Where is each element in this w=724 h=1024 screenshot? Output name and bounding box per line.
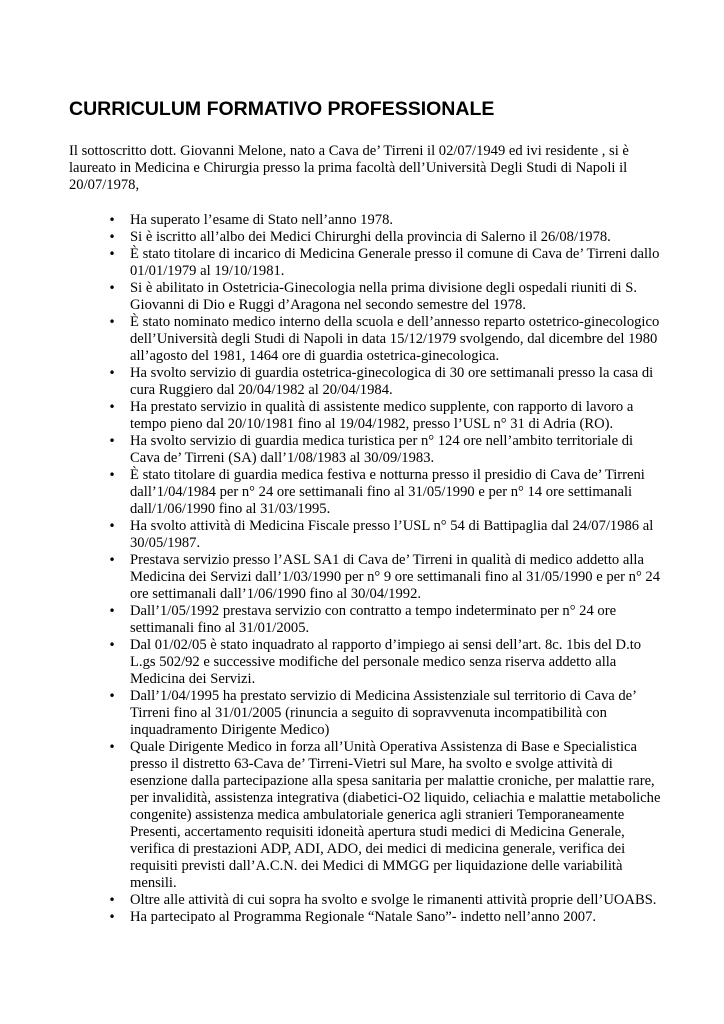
- list-item: [108, 552, 663, 603]
- list-item: [108, 399, 663, 433]
- list-item: [108, 433, 663, 467]
- bullet-icon: •: [108, 434, 116, 448]
- bullet-icon: •: [108, 893, 116, 907]
- list-item: [108, 518, 663, 552]
- list-item: [108, 246, 663, 280]
- list-item-text: Si è iscritto all’albo dei Medici Chirurghi della provincia di Salerno il 26/08/1978.: [130, 229, 611, 245]
- list-item: [108, 909, 663, 926]
- bullet-icon: •: [108, 366, 116, 380]
- career-list: [108, 212, 663, 926]
- list-item-text: È stato nominato medico interno della scuola e dell’annesso reparto ostetrico-ginecologico dell’Università degli Studi di Napoli in data 15/12/1979 svolgendo, dal dicembre del 1980 all’agosto del 1981, 1464 ore di guardia ostetrica-ginecologica.: [130, 314, 660, 364]
- list-item: [108, 603, 663, 637]
- list-item: [108, 212, 663, 229]
- list-item-text: Dall’1/04/1995 ha prestato servizio di Medicina Assistenziale sul territorio di Cava de’ Tirreni fino al 31/01/2005 (rinuncia a seguito di sopravvenuta incompatibilità con inquadramento Dirigente Medico): [130, 688, 636, 738]
- list-item: [108, 467, 663, 518]
- list-item: [108, 892, 663, 909]
- bullet-icon: •: [108, 604, 116, 618]
- list-item-text: Ha svolto attività di Medicina Fiscale presso l’USL n° 54 di Battipaglia dal 24/07/1986 al 30/05/1987.: [130, 518, 654, 551]
- list-item: [108, 314, 663, 365]
- bullet-icon: •: [108, 519, 116, 533]
- list-item-text: Dal 01/02/05 è stato inquadrato al rapporto d’impiego ai sensi dell’art. 8c. 1bis del D.to L.gs 502/92 e successive modifiche del personale medico senza riserva addetto alla Medicina dei Servizi.: [130, 637, 642, 687]
- list-item: [108, 637, 663, 688]
- bullet-icon: •: [108, 740, 116, 754]
- bullet-icon: •: [108, 689, 116, 703]
- list-item-text: È stato titolare di incarico di Medicina Generale presso il comune di Cava de’ Tirreni dallo 01/01/1979 al 19/10/1981.: [130, 246, 660, 279]
- list-item-text: Ha superato l’esame di Stato nell’anno 1978.: [130, 212, 394, 228]
- list-item-text: Oltre alle attività di cui sopra ha svolto e svolge le rimanenti attività proprie dell’UOABS.: [130, 892, 657, 908]
- bullet-icon: •: [108, 400, 116, 414]
- list-item-text: Ha svolto servizio di guardia ostetrica-ginecologica di 30 ore settimanali presso la casa di cura Ruggiero dal 20/04/1982 al 20/04/1984.: [130, 365, 654, 398]
- bullet-icon: •: [108, 553, 116, 567]
- list-item-text: Ha prestato servizio in qualità di assistente medico supplente, con rapporto di lavoro a tempo pieno dal 20/10/1981 fino al 19/04/1982, presso l’USL n° 31 di Adria (RO).: [130, 399, 634, 432]
- list-item: [108, 688, 663, 739]
- bullet-icon: •: [108, 281, 116, 295]
- document-title: CURRICULUM FORMATIVO PROFESSIONALE: [69, 98, 495, 120]
- list-item-text: Ha svolto servizio di guardia medica turistica per n° 124 ore nell’ambito territoriale di Cava de’ Tirreni (SA) dall’1/08/1983 al 30/09/1983.: [130, 433, 634, 466]
- bullet-icon: •: [108, 315, 116, 329]
- intro-paragraph: Il sottoscritto dott. Giovanni Melone, nato a Cava de’ Tirreni il 02/07/1949 ed ivi residente , si è laureato in Medicina e Chirurgia presso la prima facoltà dell’Università Degli Studi di Napoli il 20/07/1978,: [69, 143, 629, 193]
- bullet-icon: •: [108, 213, 116, 227]
- list-item: [108, 365, 663, 399]
- list-item: [108, 280, 663, 314]
- list-item-text: Quale Dirigente Medico in forza all’Unità Operativa Assistenza di Base e Specialistica presso il distretto 63-Cava de’ Tirreni-Vietri sul Mare, ha svolto e svolge attività di esenzione dalla partecipazione alla spesa sanitaria per malattie croniche, per malattie rare, per invalidità, assistenza integrativa (diabetici-O2 liquido, celiachia e malattie metaboliche congenite) assistenza medica ambulatoriale generica agli stranieri Temporaneamente Presenti, accertamento requisiti idoneità apertura studi medici di Medicina Generale, verifica di prestazioni ADP, ADI, ADO, dei medici di medicina generale, verifica dei requisiti previsti dall’A.C.N. dei Medici di MMGG per liquidazione delle variabilità mensili.: [130, 739, 661, 891]
- bullet-icon: •: [108, 468, 116, 482]
- list-item-text: Si è abilitato in Ostetricia-Ginecologia nella prima divisione degli ospedali riuniti di S. Giovanni di Dio e Ruggi d’Aragona nel secondo semestre del 1978.: [130, 280, 638, 313]
- list-item: [108, 739, 663, 892]
- list-item-text: Prestava servizio presso l’ASL SA1 di Cava de’ Tirreni in qualità di medico addetto alla Medicina dei Servizi dall’1/03/1990 per n° 9 ore settimanali fino al 31/05/1990 e per n° 24 ore settimanali dall’1/06/1990 fino al 30/04/1992.: [130, 552, 661, 602]
- list-item: [108, 229, 663, 246]
- bullet-icon: •: [108, 247, 116, 261]
- bullet-icon: •: [108, 638, 116, 652]
- list-item-text: Ha partecipato al Programma Regionale “Natale Sano”- indetto nell’anno 2007.: [130, 909, 597, 925]
- bullet-icon: •: [108, 910, 116, 924]
- list-item-text: È stato titolare di guardia medica festiva e notturna presso il presidio di Cava de’ Tirreni dall’1/04/1984 per n° 24 ore settimanali fino al 31/05/1990 e per n° 14 ore settimanali dall/1/06/1990 fino al 31/03/1995.: [130, 467, 645, 517]
- bullet-icon: •: [108, 230, 116, 244]
- list-item-text: Dall’1/05/1992 prestava servizio con contratto a tempo indeterminato per n° 24 ore settimanali fino al 31/01/2005.: [130, 603, 617, 636]
